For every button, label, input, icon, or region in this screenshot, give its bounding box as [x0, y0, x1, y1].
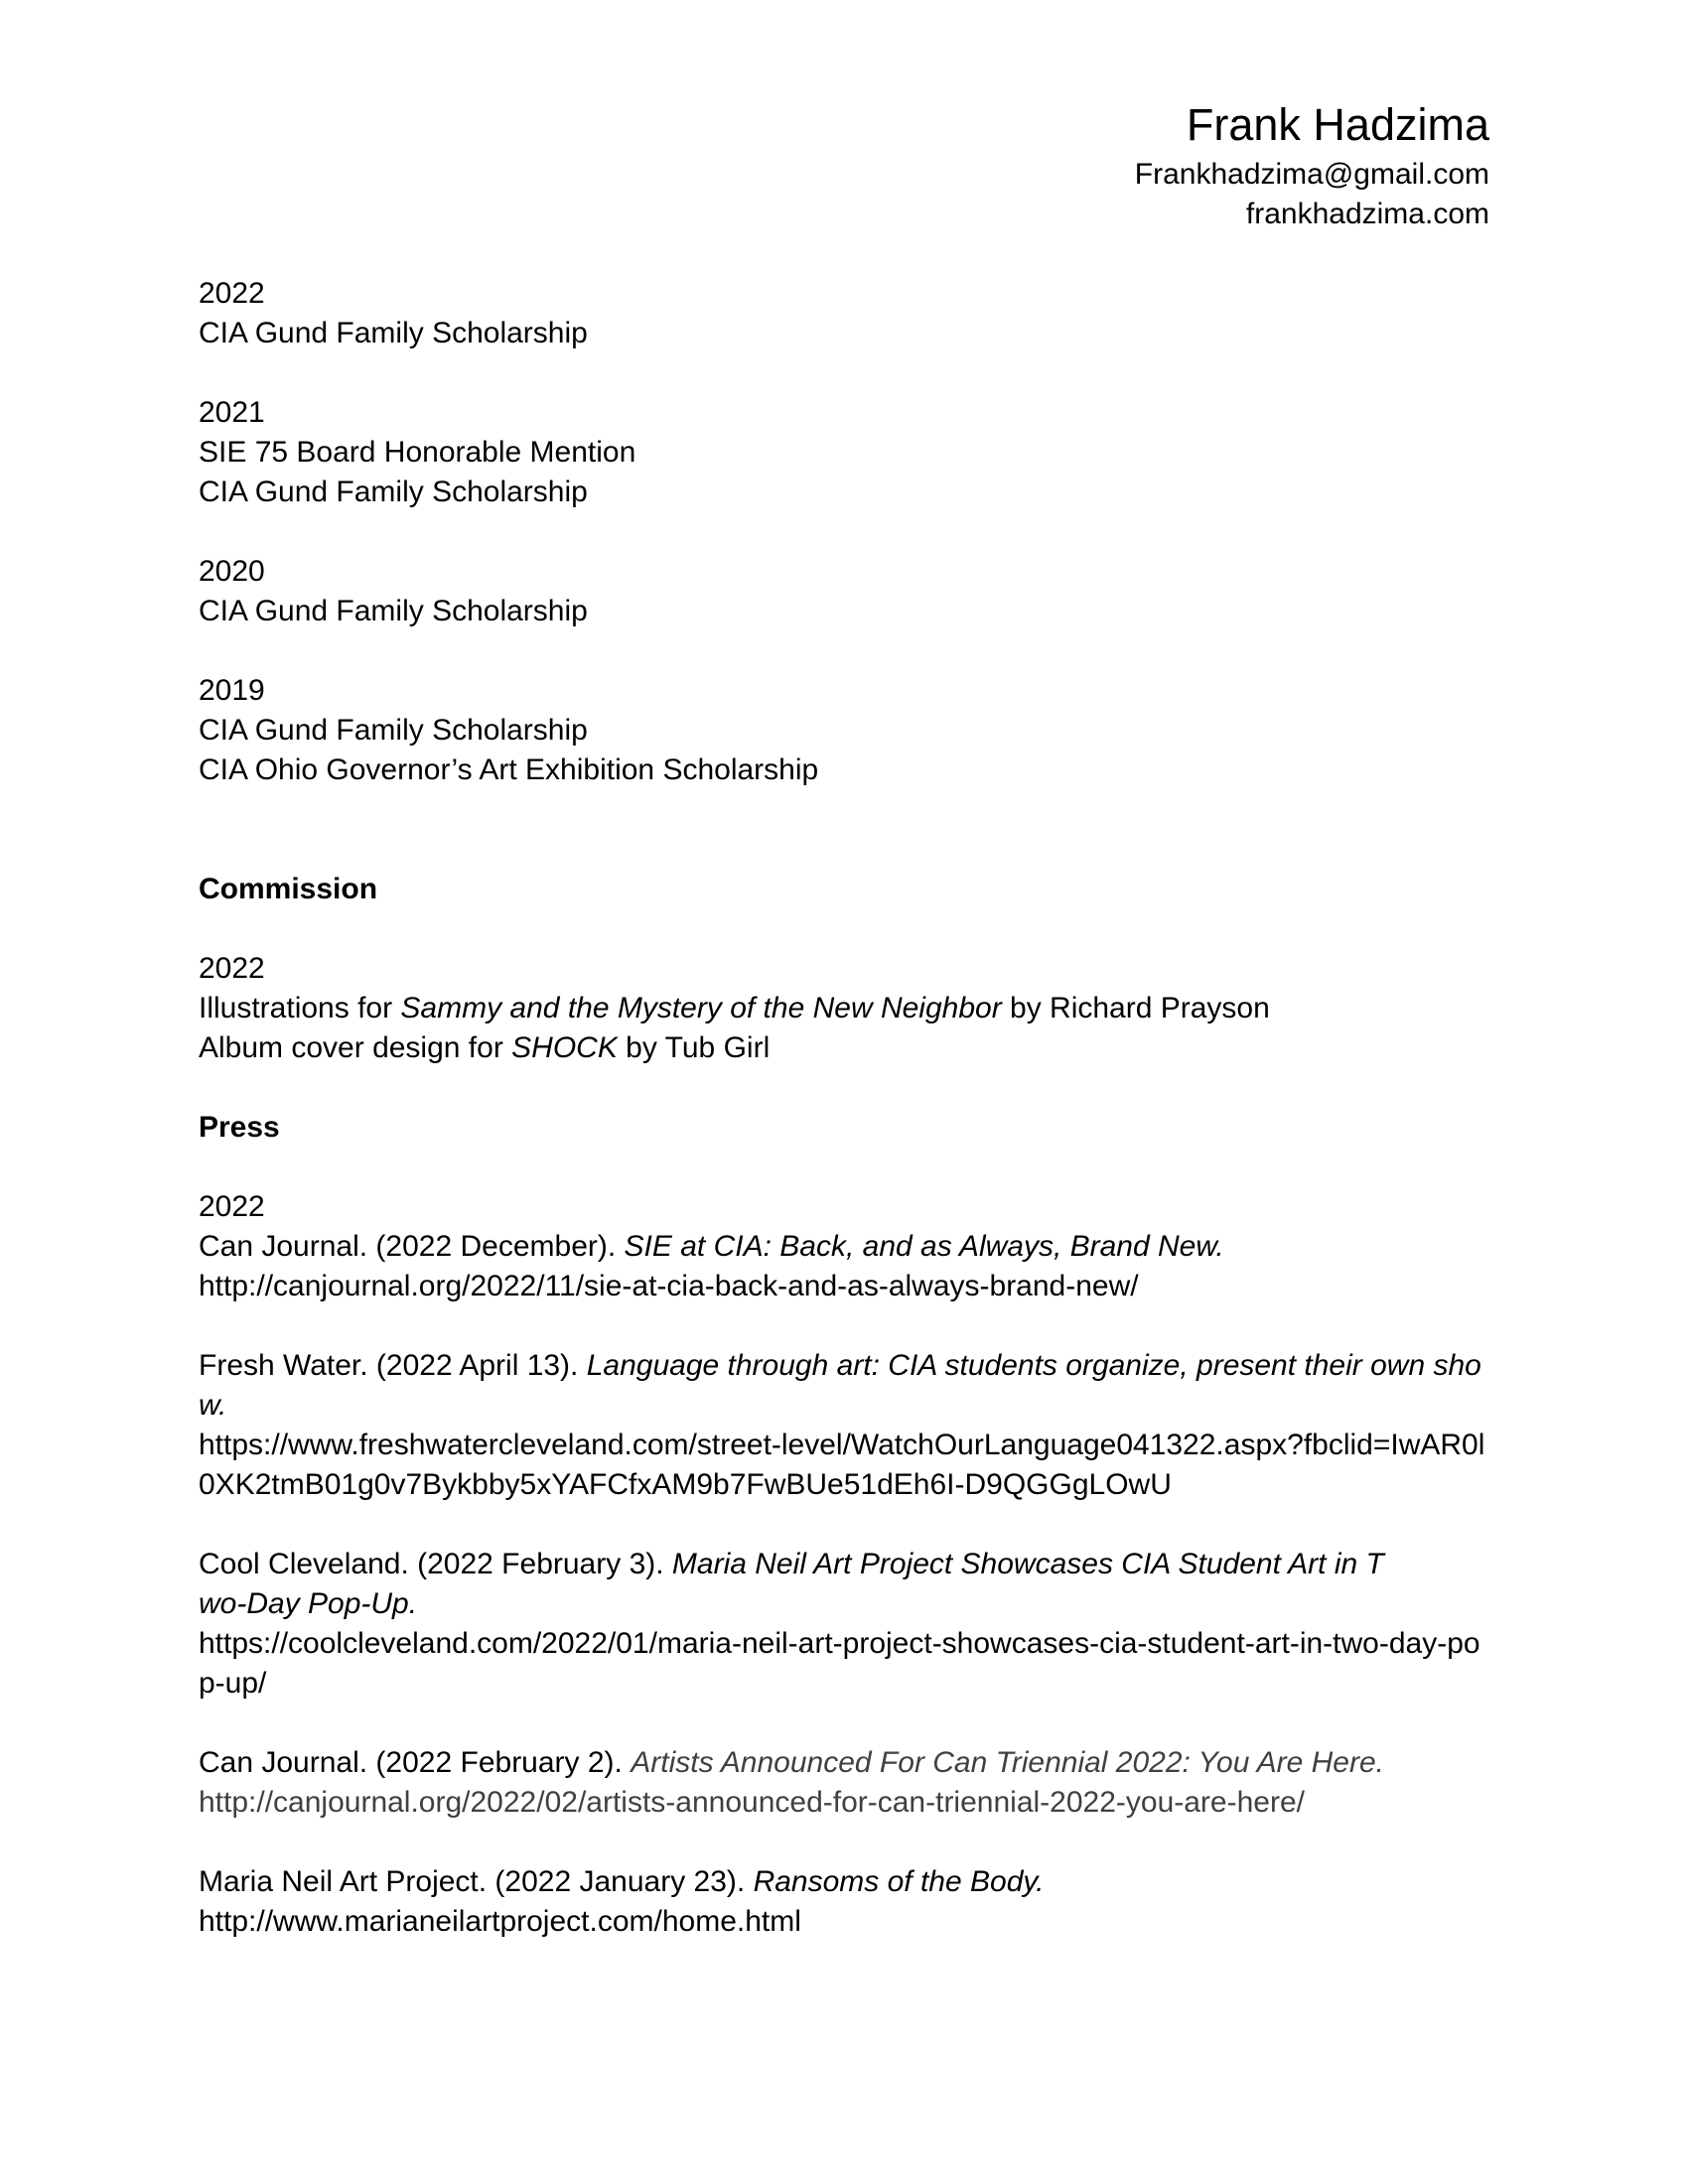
press-headline: Artists Announced For Can Triennial 2022: You Are Here.: [631, 1746, 1384, 1779]
resume-page: [199, 95, 1489, 1981]
award-year: 2020: [199, 555, 265, 588]
awards-2020: [199, 552, 1489, 631]
press-entry: [199, 1743, 1489, 1823]
award-item: CIA Gund Family Scholarship: [199, 714, 588, 747]
press-source: Can Journal. (2022 December).: [199, 1230, 625, 1263]
press-entry: [199, 1346, 1489, 1505]
press-url[interactable]: https://coolcleveland.com/2022/01/maria-neil-art-project-showcases-cia-student-art-in-two-day-pop-up/: [199, 1627, 1480, 1700]
artist-name: Frank Hadzima: [1186, 99, 1489, 150]
commission-heading: Commission: [199, 873, 378, 905]
press-heading: Press: [199, 1111, 280, 1144]
press-entry: [199, 1545, 1489, 1704]
award-year: 2021: [199, 396, 265, 429]
press-entry: [199, 1227, 1489, 1306]
press-source: Cool Cleveland. (2022 February 3).: [199, 1548, 672, 1580]
press-source: Can Journal. (2022 February 2).: [199, 1746, 632, 1779]
press-url[interactable]: http://canjournal.org/2022/02/artists-announced-for-can-triennial-2022-you-are-here/: [199, 1786, 1305, 1819]
press-year-block: [199, 1187, 1489, 1227]
press-url[interactable]: http://www.marianeilartproject.com/home.html: [199, 1905, 801, 1938]
website-link[interactable]: frankhadzima.com: [1245, 198, 1489, 230]
press-headline: Maria Neil Art Project Showcases CIA Student Art in Two-Day Pop-Up.: [199, 1548, 1384, 1620]
press-headline: Ransoms of the Body.: [753, 1865, 1045, 1898]
awards-2021: [199, 393, 1489, 512]
commission-item: Album cover design for SHOCK by Tub Girl: [199, 1031, 771, 1064]
commission-2022: [199, 949, 1489, 1068]
press-headline: Language through art: CIA students organize, present their own show.: [199, 1349, 1481, 1422]
commission-year: 2022: [199, 952, 265, 985]
press-entry: [199, 1862, 1489, 1942]
press-url[interactable]: http://canjournal.org/2022/11/sie-at-cia-back-and-as-always-brand-new/: [199, 1270, 1139, 1302]
press-headline: SIE at CIA: Back, and as Always, Brand New.: [624, 1230, 1224, 1263]
awards-2022: [199, 274, 1489, 353]
email-address[interactable]: Frankhadzima@gmail.com: [1134, 158, 1489, 191]
award-item: CIA Ohio Governor’s Art Exhibition Scholarship: [199, 753, 819, 786]
award-item: CIA Gund Family Scholarship: [199, 595, 588, 627]
award-year: 2019: [199, 674, 265, 707]
press-source: Maria Neil Art Project. (2022 January 23).: [199, 1865, 754, 1898]
award-item: CIA Gund Family Scholarship: [199, 476, 588, 508]
award-year: 2022: [199, 277, 265, 310]
award-item: SIE 75 Board Honorable Mention: [199, 436, 636, 469]
resume-header: [199, 95, 1489, 234]
press-url[interactable]: https://www.freshwatercleveland.com/street-level/WatchOurLanguage041322.aspx?fbclid=IwAR0l0XK2tmB01g0v7Bykbby5xYAFCfxAM9b7FwBUe51dEh6I-D9QGGgLOwU: [199, 1429, 1485, 1501]
award-item: CIA Gund Family Scholarship: [199, 317, 588, 349]
press-year: 2022: [199, 1190, 265, 1223]
commission-item: Illustrations for Sammy and the Mystery of the New Neighbor by Richard Prayson: [199, 992, 1270, 1024]
press-source: Fresh Water. (2022 April 13).: [199, 1349, 587, 1382]
awards-2019: [199, 671, 1489, 790]
